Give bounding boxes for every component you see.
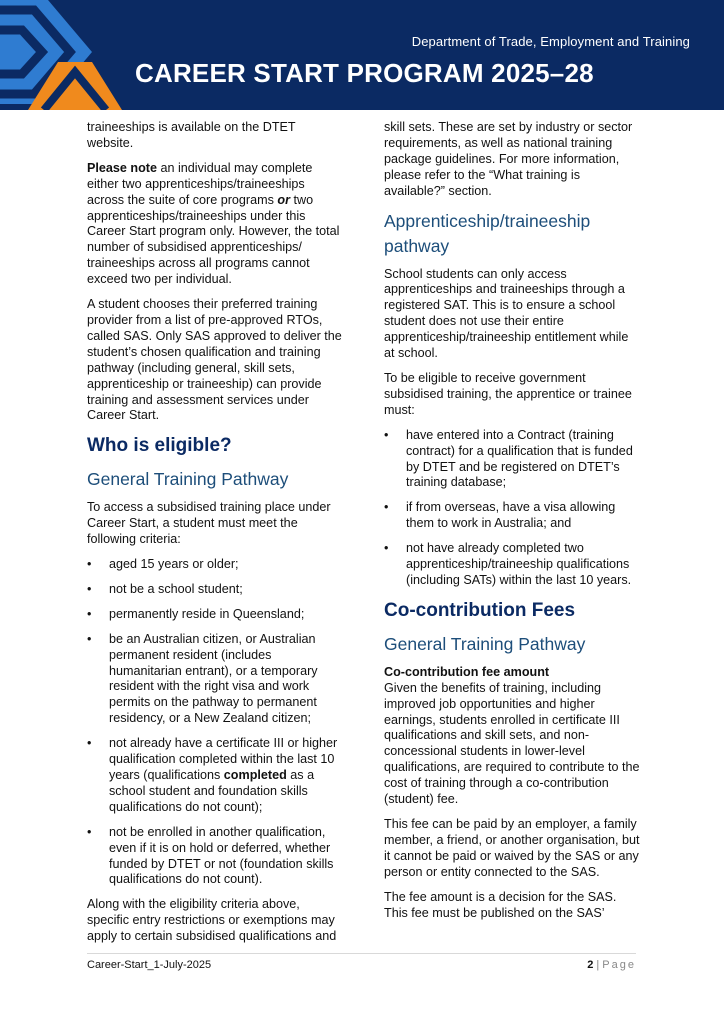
- eligibility-list: [87, 557, 343, 888]
- list-item: • if from overseas, have a visa allowing them to work in Australia; and: [384, 500, 616, 531]
- note-paragraph: [87, 161, 343, 288]
- heading-general-training-pathway: General Training Pathway: [87, 469, 289, 490]
- list-item: • be an Australian citizen, or Australian permanent resident (includes humanitarian entrant), or a temporary resident with the right visa and work permits on the pathway to permanent residency, or a New Zealand citizen;: [87, 631, 318, 726]
- heading-apprenticeship-pathway: Apprenticeship/traineeship pathway: [384, 210, 591, 256]
- list-item: • not already have a certificate III or higher qualification completed within the last 10 years (qualifications completed as a school student and foundation skills qualifications do not count);: [87, 736, 338, 814]
- bullet-icon: •: [384, 500, 389, 515]
- page-title: CAREER START PROGRAM 2025–28: [135, 58, 594, 88]
- bullet-icon: •: [87, 557, 92, 572]
- subheading-fee-amount: Co-contribution fee amount: [384, 664, 550, 679]
- paragraph: Co-contribution fee amount Given the benefits of training, including improved job opportunities and higher earnings, students enrolled in certificate III qualifications and skill sets, and non-concessional students in lower-level qualifications, are required to contribute to the cost of training through a co-contribution (student) fee.: [384, 664, 640, 807]
- paragraph: The fee amount is a decision for the SAS. This fee must be published on the SAS’: [384, 889, 617, 920]
- paragraph: Along with the eligibility criteria above, specific entry restrictions or exemptions may apply to certain subsidised qualifications and: [87, 897, 337, 944]
- heading-who-is-eligible: Who is eligible?: [87, 435, 232, 457]
- bullet-icon: •: [87, 606, 92, 621]
- heading-general-training-pathway: General Training Pathway: [384, 633, 586, 654]
- bullet-icon: •: [384, 427, 389, 442]
- page-footer: [87, 953, 636, 971]
- right-column: [384, 120, 640, 930]
- paragraph: To access a subsidised training place under Career Start, a student must meet the following criteria:: [87, 500, 331, 547]
- paragraph: A student chooses their preferred training provider from a list of pre-approved RTOs, called SAS. Only SAS approved to deliver the student’s chosen qualification and training pathway (including general, skill sets, apprenticeship or traineeship) can provide training and assessment services under Career Start.: [87, 297, 342, 423]
- program-logo-icon: [0, 0, 130, 110]
- paragraph: This fee can be paid by an employer, a family member, a friend, or another organisation, but it cannot be paid or waived by the SAS or any person or entity connected to the SAS.: [384, 817, 640, 879]
- note-text-2: two apprenticeships/traineeships under this Career Start program only. However, the total number of subsidised apprenticeships/ traineeships across all programs cannot exceed two per individual.: [87, 192, 340, 287]
- list-item: • not have already completed two apprenticeship/traineeship qualifications (including SATs) within the last 10 years.: [384, 541, 632, 587]
- bullet-icon: •: [87, 631, 92, 646]
- bullet-icon: •: [384, 541, 389, 556]
- list-item: • have entered into a Contract (training contract) for a qualification that is funded by DTET and be registered on DTET’s training database;: [384, 427, 633, 490]
- list-item: • not be enrolled in another qualification, even if it is on hold or deferred, whether funded by DTET or not (foundation skills qualifications do not count).: [87, 824, 334, 887]
- bullet-icon: •: [87, 824, 92, 839]
- list-item: • not be a school student;: [87, 581, 243, 596]
- list-item: • aged 15 years or older;: [87, 557, 239, 572]
- list-item: • permanently reside in Queensland;: [87, 606, 305, 621]
- paragraph: To be eligible to receive government subsidised training, the apprentice or trainee must:: [384, 370, 632, 417]
- note-lead: Please note: [87, 160, 157, 175]
- page-number: 2 | Page: [587, 959, 636, 971]
- page-header: [0, 0, 724, 110]
- bullet-icon: •: [87, 581, 92, 596]
- paragraph: skill sets. These are set by industry or sector requirements, as well as national training package guidelines. For more information, please refer to the “What training is available?” section.: [384, 120, 633, 198]
- paragraph: School students can only access apprenticeships and traineeships through a registered SAT. This is to ensure a school student does not use their entire apprenticeship/traineeship entitlement while at school.: [384, 266, 629, 361]
- left-column: [87, 120, 343, 954]
- paragraph: traineeships is available on the DTET website.: [87, 120, 296, 150]
- bullet-icon: •: [87, 736, 92, 751]
- apprentice-eligibility-list: [384, 428, 640, 589]
- note-text: an individual may complete either two apprenticeships/traineeships across the suite of core programs: [87, 160, 313, 207]
- heading-co-contribution-fees: Co-contribution Fees: [384, 599, 576, 621]
- department-name: Department of Trade, Employment and Training: [411, 34, 690, 49]
- note-or: or: [277, 192, 290, 207]
- document-id: Career-Start_1-July-2025: [87, 959, 212, 971]
